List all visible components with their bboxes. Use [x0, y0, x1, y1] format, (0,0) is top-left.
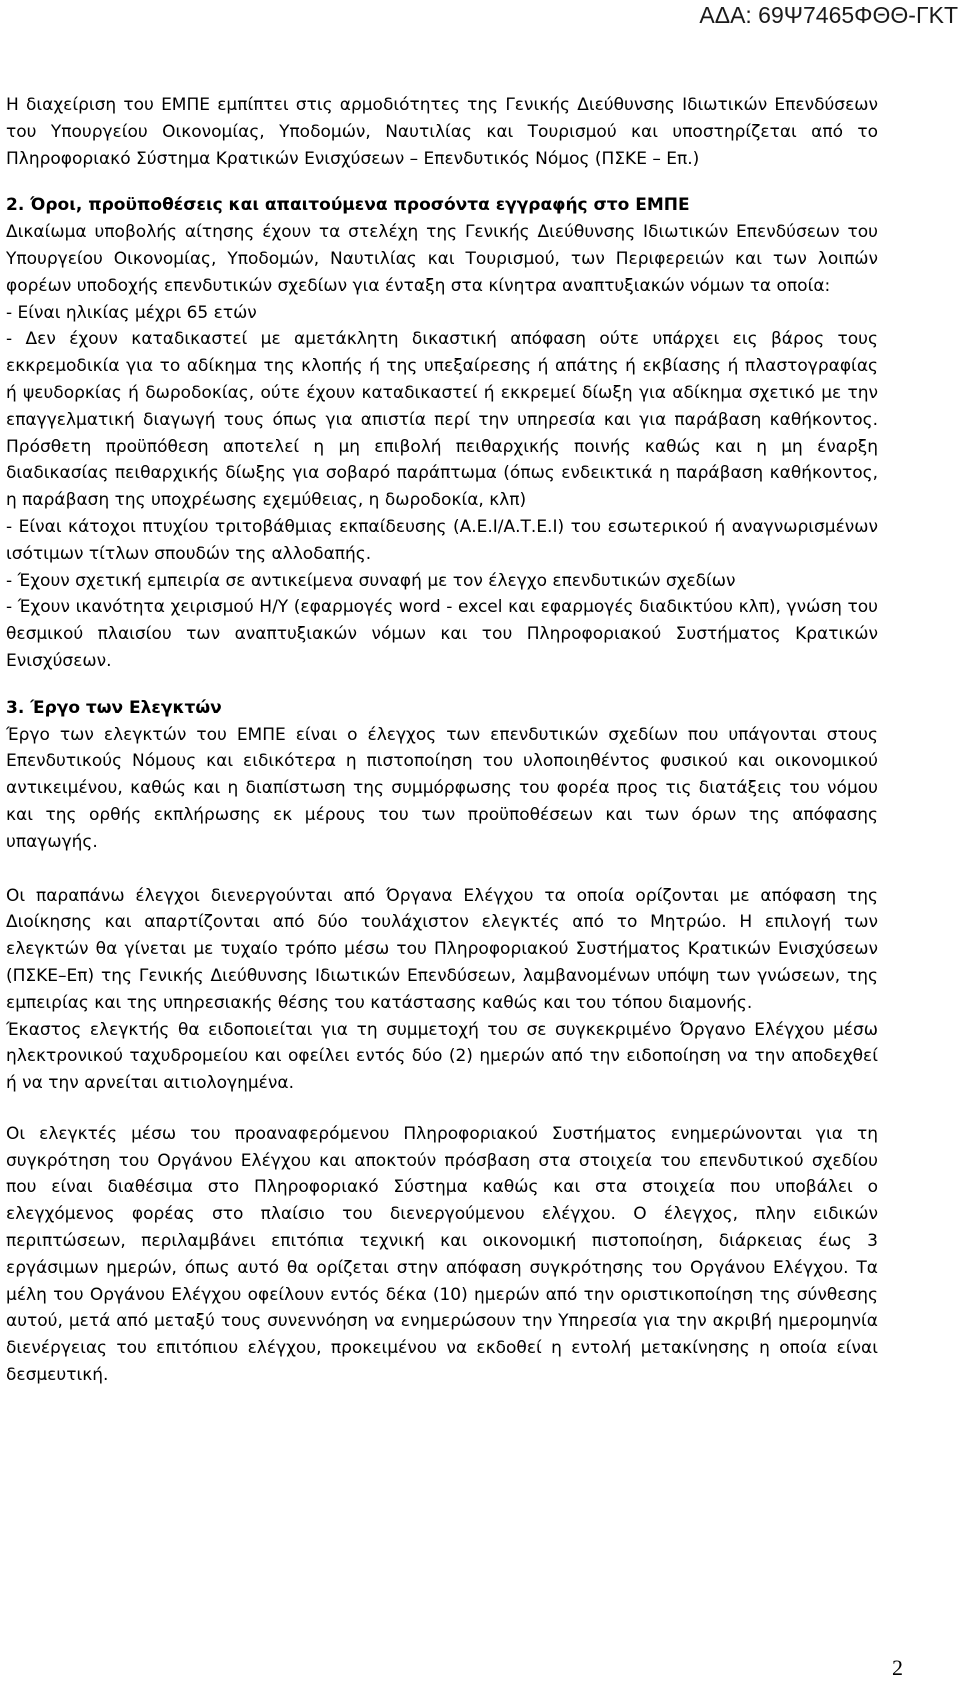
requirement-item: - Δεν έχουν καταδικαστεί με αμετάκλητη δικαστική απόφαση ούτε υπάρχει εις βάρος τους εκκρεμοδικία για το αδίκημα της κλοπής ή της υπεξαίρεσης ή απάτης ή εκβίασης ή πλαστογραφίας ή ψευδορκίας ή δωροδοκίας, ούτε έχουν καταδικαστεί ή εκκρεμεί δίωξη για αδίκημα σχετικό με την επαγγελματική διαγωγή τους όπως για απιστία περί την υπηρεσία και για παράβαση καθήκοντος. Πρόσθετη προϋπόθεση αποτελεί η μη επιβολή πειθαρχικής ποινής καθώς και η μη έναρξη διαδικασίας πειθαρχικής δίωξης για σοβαρό παράπτωμα (όπως ενδεικτικά η παράβαση καθήκοντος, η παράβαση της υποχρέωσης εχεμύθειας, η δωροδοκία, κλπ) [6, 329, 878, 511]
section-3-paragraph-2: Οι παραπάνω έλεγχοι διενεργούνται από Όργανα Ελέγχου τα οποία ορίζονται με απόφαση της Διοίκησης και απαρτίζονται από δύο τουλάχιστον ελεγκτές από το Μητρώο. Η επιλογή των ελεγκτών θα γίνεται με τυχαίο τρόπο μέσω του Πληροφοριακού Συστήματος Κρατικών Ενισχύσεων (ΠΣΚΕ–Επ) της Γενικής Διεύθυνσης Ιδιωτικών Επενδύσεων, λαμβανομένων υπόψη των γνώσεων, της εμπειρίας και της υπηρεσιακής θέσης του κατάστασης καθώς και του τόπου διαμονής. [6, 885, 878, 1013]
page-number: 2 [892, 1655, 903, 1680]
section-3-paragraph-3: Έκαστος ελεγκτής θα ειδοποιείται για τη συμμετοχή του σε συγκεκριμένο Όργανο Ελέγχου μέσω ηλεκτρονικού ταχυδρομείου και οφείλει εντός δύο (2) ημερών από την ειδοποίηση να την αποδεχθεί ή να την αρνείται αιτιολογημένα. [6, 1019, 878, 1094]
section-2-heading: 2. Όροι, προϋποθέσεις και απαιτούμενα προσόντα εγγραφής στο ΕΜΠΕ [6, 195, 690, 216]
section-3-paragraph-4: Οι ελεγκτές μέσω του προαναφερόμενου Πληροφοριακού Συστήματος ενημερώνονται για τη συγκρότηση του Οργάνου Ελέγχου και αποκτούν πρόσβαση στα στοιχεία του επενδυτικού σχεδίου που είναι διαθέσιμα στο Πληροφοριακό Σύστημα καθώς και στα στοιχεία που υποβάλει ο ελεγχόμενος φορέας στο πλαίσιο του διενεργούμενου ελέγχου. Ο έλεγχος, πλην ειδικών περιπτώσεων, περιλαμβάνει επιτόπια τεχνική και οικονομική πιστοποίηση, διάρκειας έως 3 εργάσιμων ημερών, όπως αυτό θα ορίζεται στην απόφαση συγκρότησης του Οργάνου Ελέγχου. Τα μέλη του Οργάνου Ελέγχου οφείλουν εντός δέκα (10) ημερών από την οριστικοποίηση της σύνθεσης αυτού, μετά από μεταξύ τους συνεννόηση να ενημερώσουν την Υπηρεσία για την ακριβή ημερομηνία διενέργειας του επιτόπιου ελέγχου, προκειμένου να εκδοθεί η εντολή μετακίνησης η οποία είναι δεσμευτική. [6, 1123, 878, 1386]
requirement-item: - Έχουν ικανότητα χειρισμού Η/Υ (εφαρμογές word - excel και εφαρμογές διαδικτύου κλπ), γνώση του θεσμικού πλαισίου των αναπτυξιακών νόμων και του Πληροφοριακού Συστήματος Κρατικών Ενισχύσεων. [6, 597, 878, 671]
section-2-intro: Δικαίωμα υποβολής αίτησης έχουν τα στελέχη της Γενικής Διεύθυνσης Ιδιωτικών Επενδύσεων του Υπουργείου Οικονομίας, Υποδομών, Ναυτιλίας και Τουρισμού, των Περιφερειών και των λοιπών φορέων υποδοχής επενδυτικών σχεδίων για ένταξη στα κίνητρα αναπτυξιακών νόμων τα οποία: [6, 222, 878, 296]
requirement-item: - Είναι κάτοχοι πτυχίου τριτοβάθμιας εκπαίδευσης (Α.Ε.Ι/Α.Τ.Ε.Ι) του εσωτερικού ή αναγνωρισμένων ισότιμων τίτλων σπουδών της αλλοδαπής. [6, 516, 878, 564]
requirement-item: - Είναι ηλικίας μέχρι 65 ετών [6, 302, 257, 323]
document-body [6, 92, 878, 1389]
intro-paragraph: Η διαχείριση του ΕΜΠΕ εμπίπτει στις αρμοδιότητες της Γενικής Διεύθυνσης Ιδιωτικών Επενδύσεων του Υπουργείου Οικονομίας, Υποδομών, Ναυτιλίας και Τουρισμού και υποστηρίζεται από το Πληροφοριακό Σύστημα Κρατικών Ενισχύσεων – Επενδυτικός Νόμος (ΠΣΚΕ – Επ.) [6, 95, 878, 169]
section-3-heading: 3. Έργο των Ελεγκτών [6, 697, 222, 718]
section-3-paragraph-1: Έργο των ελεγκτών του ΕΜΠΕ είναι ο έλεγχος των επενδυτικών σχεδίων που υπάγονται στους Επενδυτικούς Νόμους και ειδικότερα η πιστοποίηση του υλοποιηθέντος φυσικού και οικονομικού αντικειμένου, καθώς και η διαπίστωση της συμμόρφωσης του φορέα προς τις διατάξεις του νόμου και της ορθής εκπλήρωσης εκ μέρους του των προϋποθέσεων και των όρων της απόφασης υπαγωγής. [6, 724, 878, 852]
requirement-item: - Έχουν σχετική εμπειρία σε αντικείμενα συναφή με τον έλεγχο επενδυτικών σχεδίων [6, 570, 736, 591]
ada-code: ΑΔΑ: 69Ψ7465ΦΘΘ-ΓΚΤ [699, 2, 958, 28]
